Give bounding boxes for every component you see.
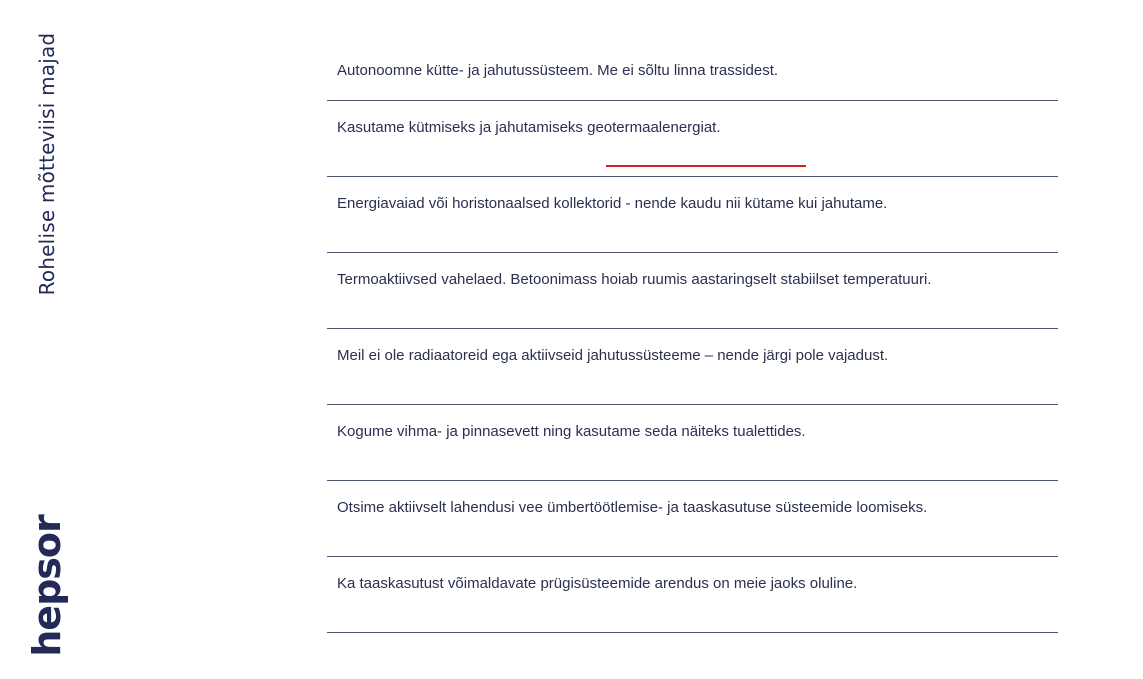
hepsor-logo: hepsor (25, 515, 69, 657)
list-item-text: Otsime aktiivselt lahendusi vee ümbertöötlemise- ja taaskasutuse süsteemide loomiseks. (337, 499, 928, 516)
side-title: Rohelise mõtteviisi majad (35, 32, 59, 296)
list-item (327, 405, 1058, 481)
red-underline-accent (606, 165, 806, 167)
feature-list (327, 45, 1058, 633)
list-item-text: Termoaktiivsed vahelaed. Betoonimass hoiab ruumis aastaringselt stabiilset temperatuuri. (337, 271, 932, 288)
list-item-text: Kasutame kütmiseks ja jahutamiseks geotermaalenergiat. (337, 119, 721, 136)
list-item-text: Energiavaiad või horistonaalsed kollektorid - nende kaudu nii kütame kui jahutame. (337, 195, 888, 212)
list-item (327, 557, 1058, 633)
list-item-text: Ka taaskasutust võimaldavate prügisüsteemide arendus on meie jaoks oluline. (337, 575, 858, 592)
list-item (327, 45, 1058, 101)
list-item-text: Autonoomne kütte- ja jahutussüsteem. Me ei sõltu linna trassidest. (337, 62, 779, 79)
list-item-text: Kogume vihma- ja pinnasevett ning kasutame seda näiteks tualettides. (337, 423, 806, 440)
list-item (327, 253, 1058, 329)
list-item (327, 329, 1058, 405)
list-item (327, 481, 1058, 557)
list-item-text: Meil ei ole radiaatoreid ega aktiivseid jahutussüsteeme – nende järgi pole vajadust. (337, 347, 889, 364)
list-item (327, 177, 1058, 253)
